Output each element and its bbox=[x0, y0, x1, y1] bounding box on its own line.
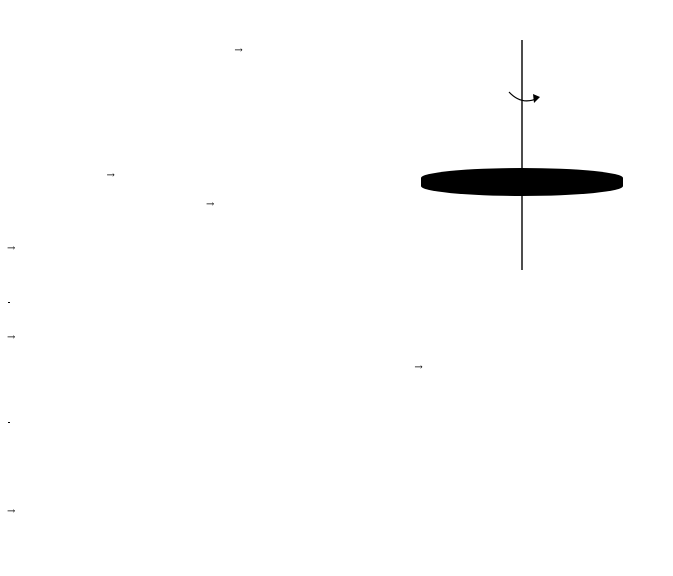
rotation-arrowhead-icon bbox=[533, 94, 540, 103]
intro-line-11 bbox=[6, 291, 12, 313]
intro-line-2 bbox=[6, 35, 404, 63]
revolutions-fraction bbox=[8, 302, 10, 303]
disk-diagram bbox=[410, 40, 650, 280]
question-2-line-3 bbox=[6, 408, 12, 433]
question-2-line-1 bbox=[6, 352, 668, 380]
disk-figure bbox=[410, 40, 650, 280]
inertia-fraction bbox=[8, 422, 10, 423]
